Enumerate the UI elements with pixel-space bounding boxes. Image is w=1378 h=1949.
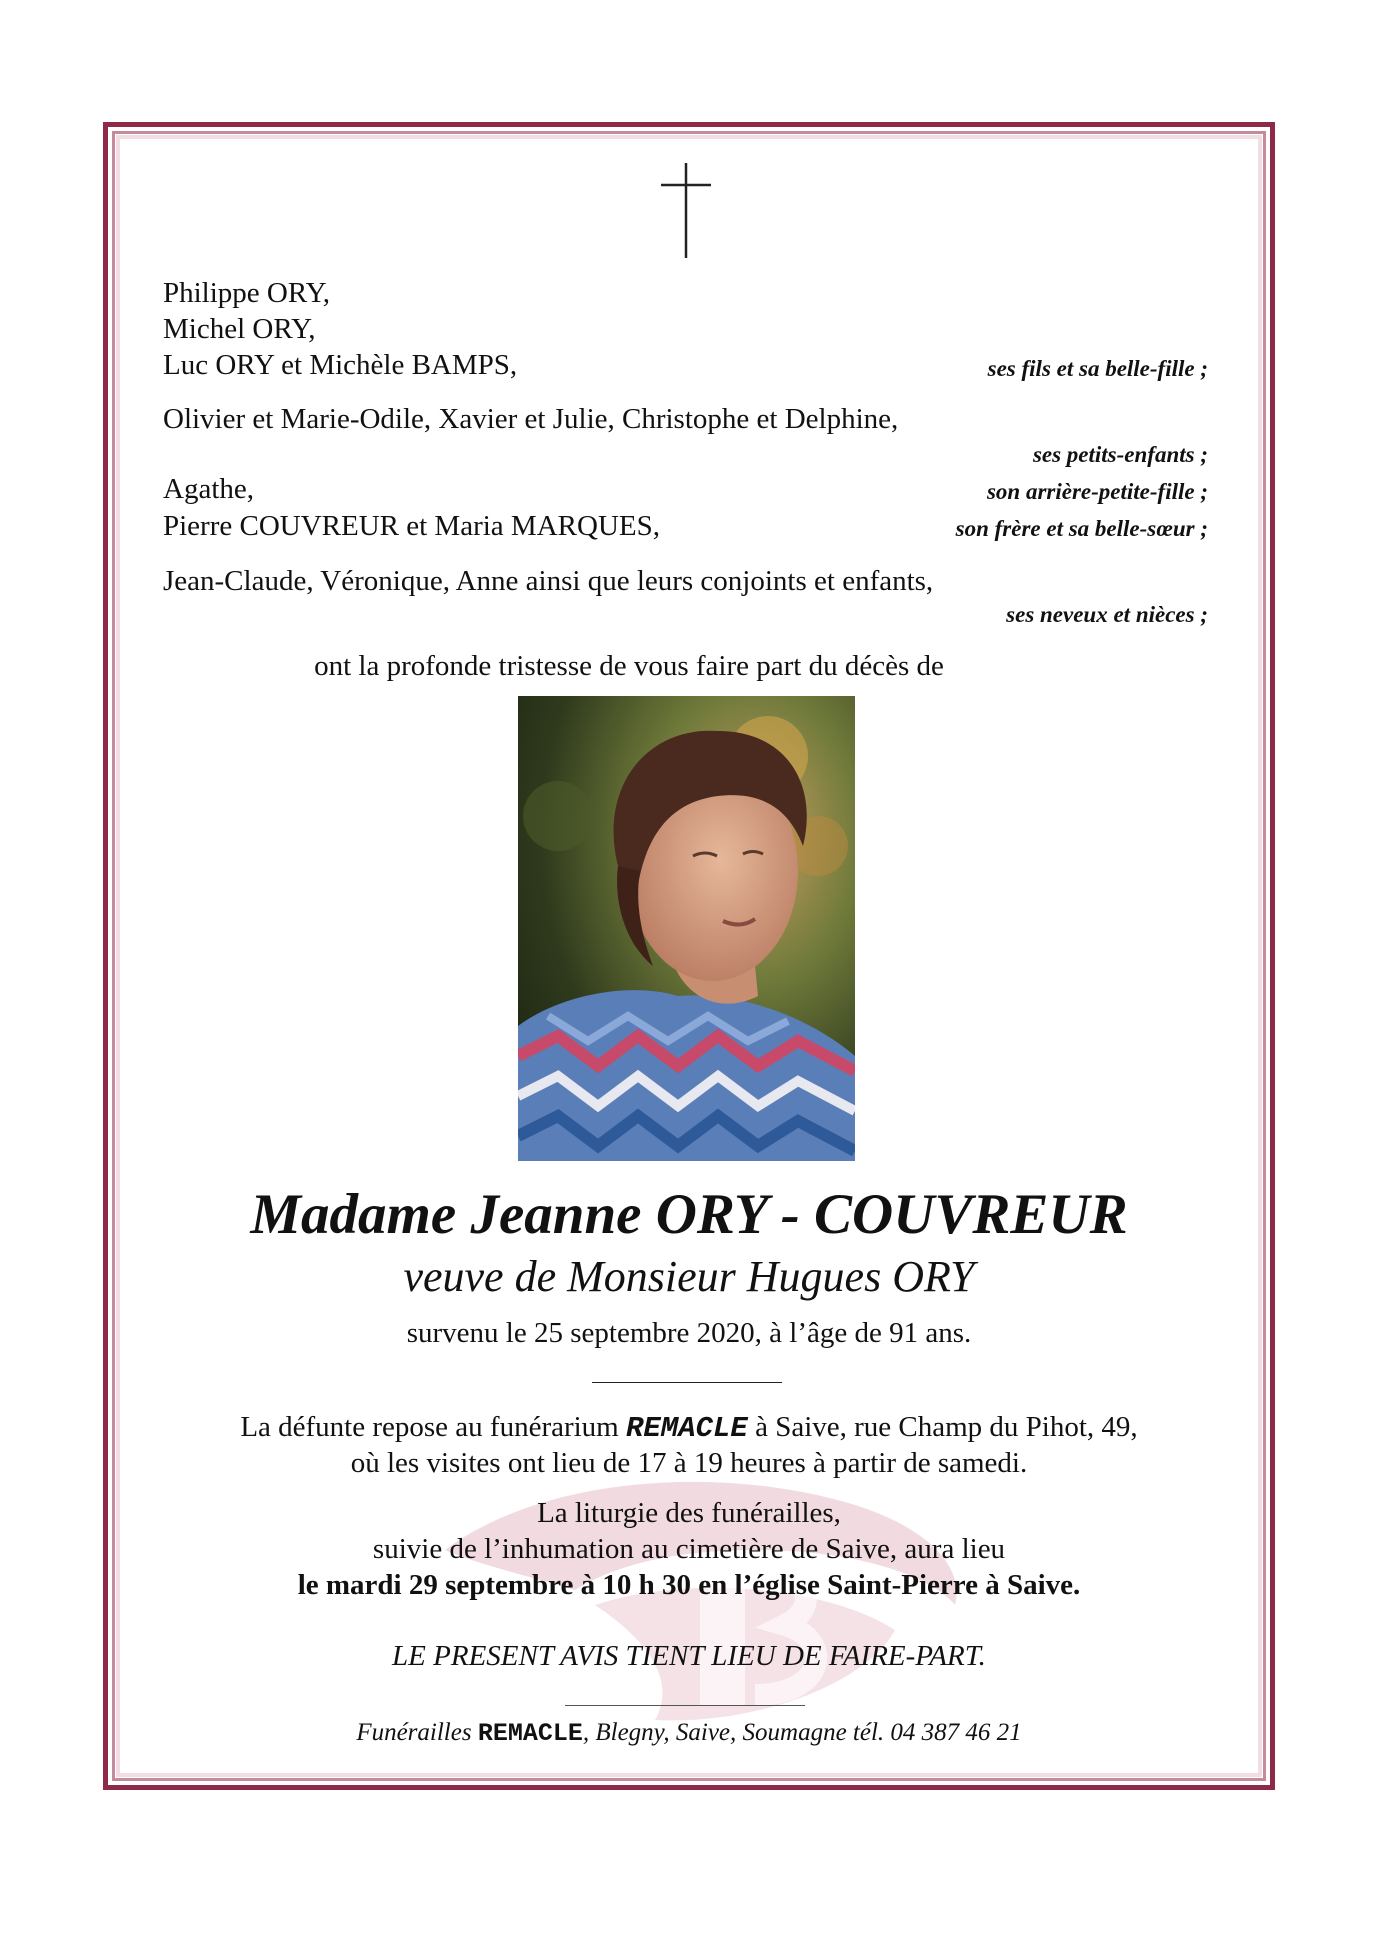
relation-sons: ses fils et sa belle-fille ;	[987, 356, 1208, 381]
family-brother: Pierre COUVREUR et Maria MARQUES,	[163, 510, 660, 542]
footer-line	[0, 1718, 1378, 1749]
death-date-text: survenu le 25 septembre 2020, à l’âge de 91 ans.	[406, 1317, 972, 1349]
family-great-grandchild: Agathe,	[163, 473, 254, 505]
liturgy-line-1: La liturgie des funérailles,	[537, 1497, 841, 1529]
cross-icon	[656, 163, 716, 258]
divider-rule	[592, 1382, 782, 1383]
relation-nephews: ses neveux et nièces ;	[1006, 602, 1208, 627]
rest-line	[0, 1409, 1378, 1447]
liturgy-line-2: suivie de l’inhumation au cimetière de Saive, aura lieu	[372, 1533, 1006, 1565]
rest-suffix: à Saive, rue Champ du Pihot, 49,	[755, 1411, 1138, 1443]
notice-text: LE PRESENT AVIS TIENT LIEU DE FAIRE-PART.	[392, 1640, 986, 1672]
rest-prefix: La défunte repose au funérarium	[240, 1411, 619, 1443]
family-line-1: Philippe ORY,	[163, 277, 331, 309]
footer-prefix: Funérailles	[356, 1719, 472, 1746]
relation-great-grandchild: son arrière-petite-fille ;	[986, 479, 1208, 504]
footer-brand: REMACLE	[477, 1719, 583, 1748]
family-line-2: Michel ORY,	[163, 313, 316, 345]
liturgy-line-3: le mardi 29 septembre à 10 h 30 en l’église Saint-Pierre à Saive.	[297, 1569, 1081, 1601]
portrait-photo	[518, 696, 855, 1161]
footer-rule	[565, 1705, 805, 1706]
family-grandchildren: Olivier et Marie-Odile, Xavier et Julie, Christophe et Delphine,	[163, 403, 899, 435]
widow-of: veuve de Monsieur Hugues ORY	[403, 1252, 975, 1301]
announcement-text: ont la profonde tristesse de vous faire part du décès de	[314, 650, 944, 682]
visits-line: où les visites ont lieu de 17 à 19 heures à partir de samedi.	[350, 1447, 1028, 1479]
relation-brother: son frère et sa belle-sœur ;	[955, 516, 1208, 541]
deceased-name: Madame Jeanne ORY - COUVREUR	[250, 1183, 1128, 1246]
footer-suffix: , Blegny, Saive, Soumagne tél. 04 387 46 21	[582, 1719, 1022, 1746]
funeral-home-name: REMACLE	[626, 1412, 748, 1445]
relation-grandchildren: ses petits-enfants ;	[1032, 442, 1208, 467]
family-line-3: Luc ORY et Michèle BAMPS,	[163, 349, 518, 381]
family-nephews: Jean-Claude, Véronique, Anne ainsi que leurs conjoints et enfants,	[163, 565, 934, 597]
